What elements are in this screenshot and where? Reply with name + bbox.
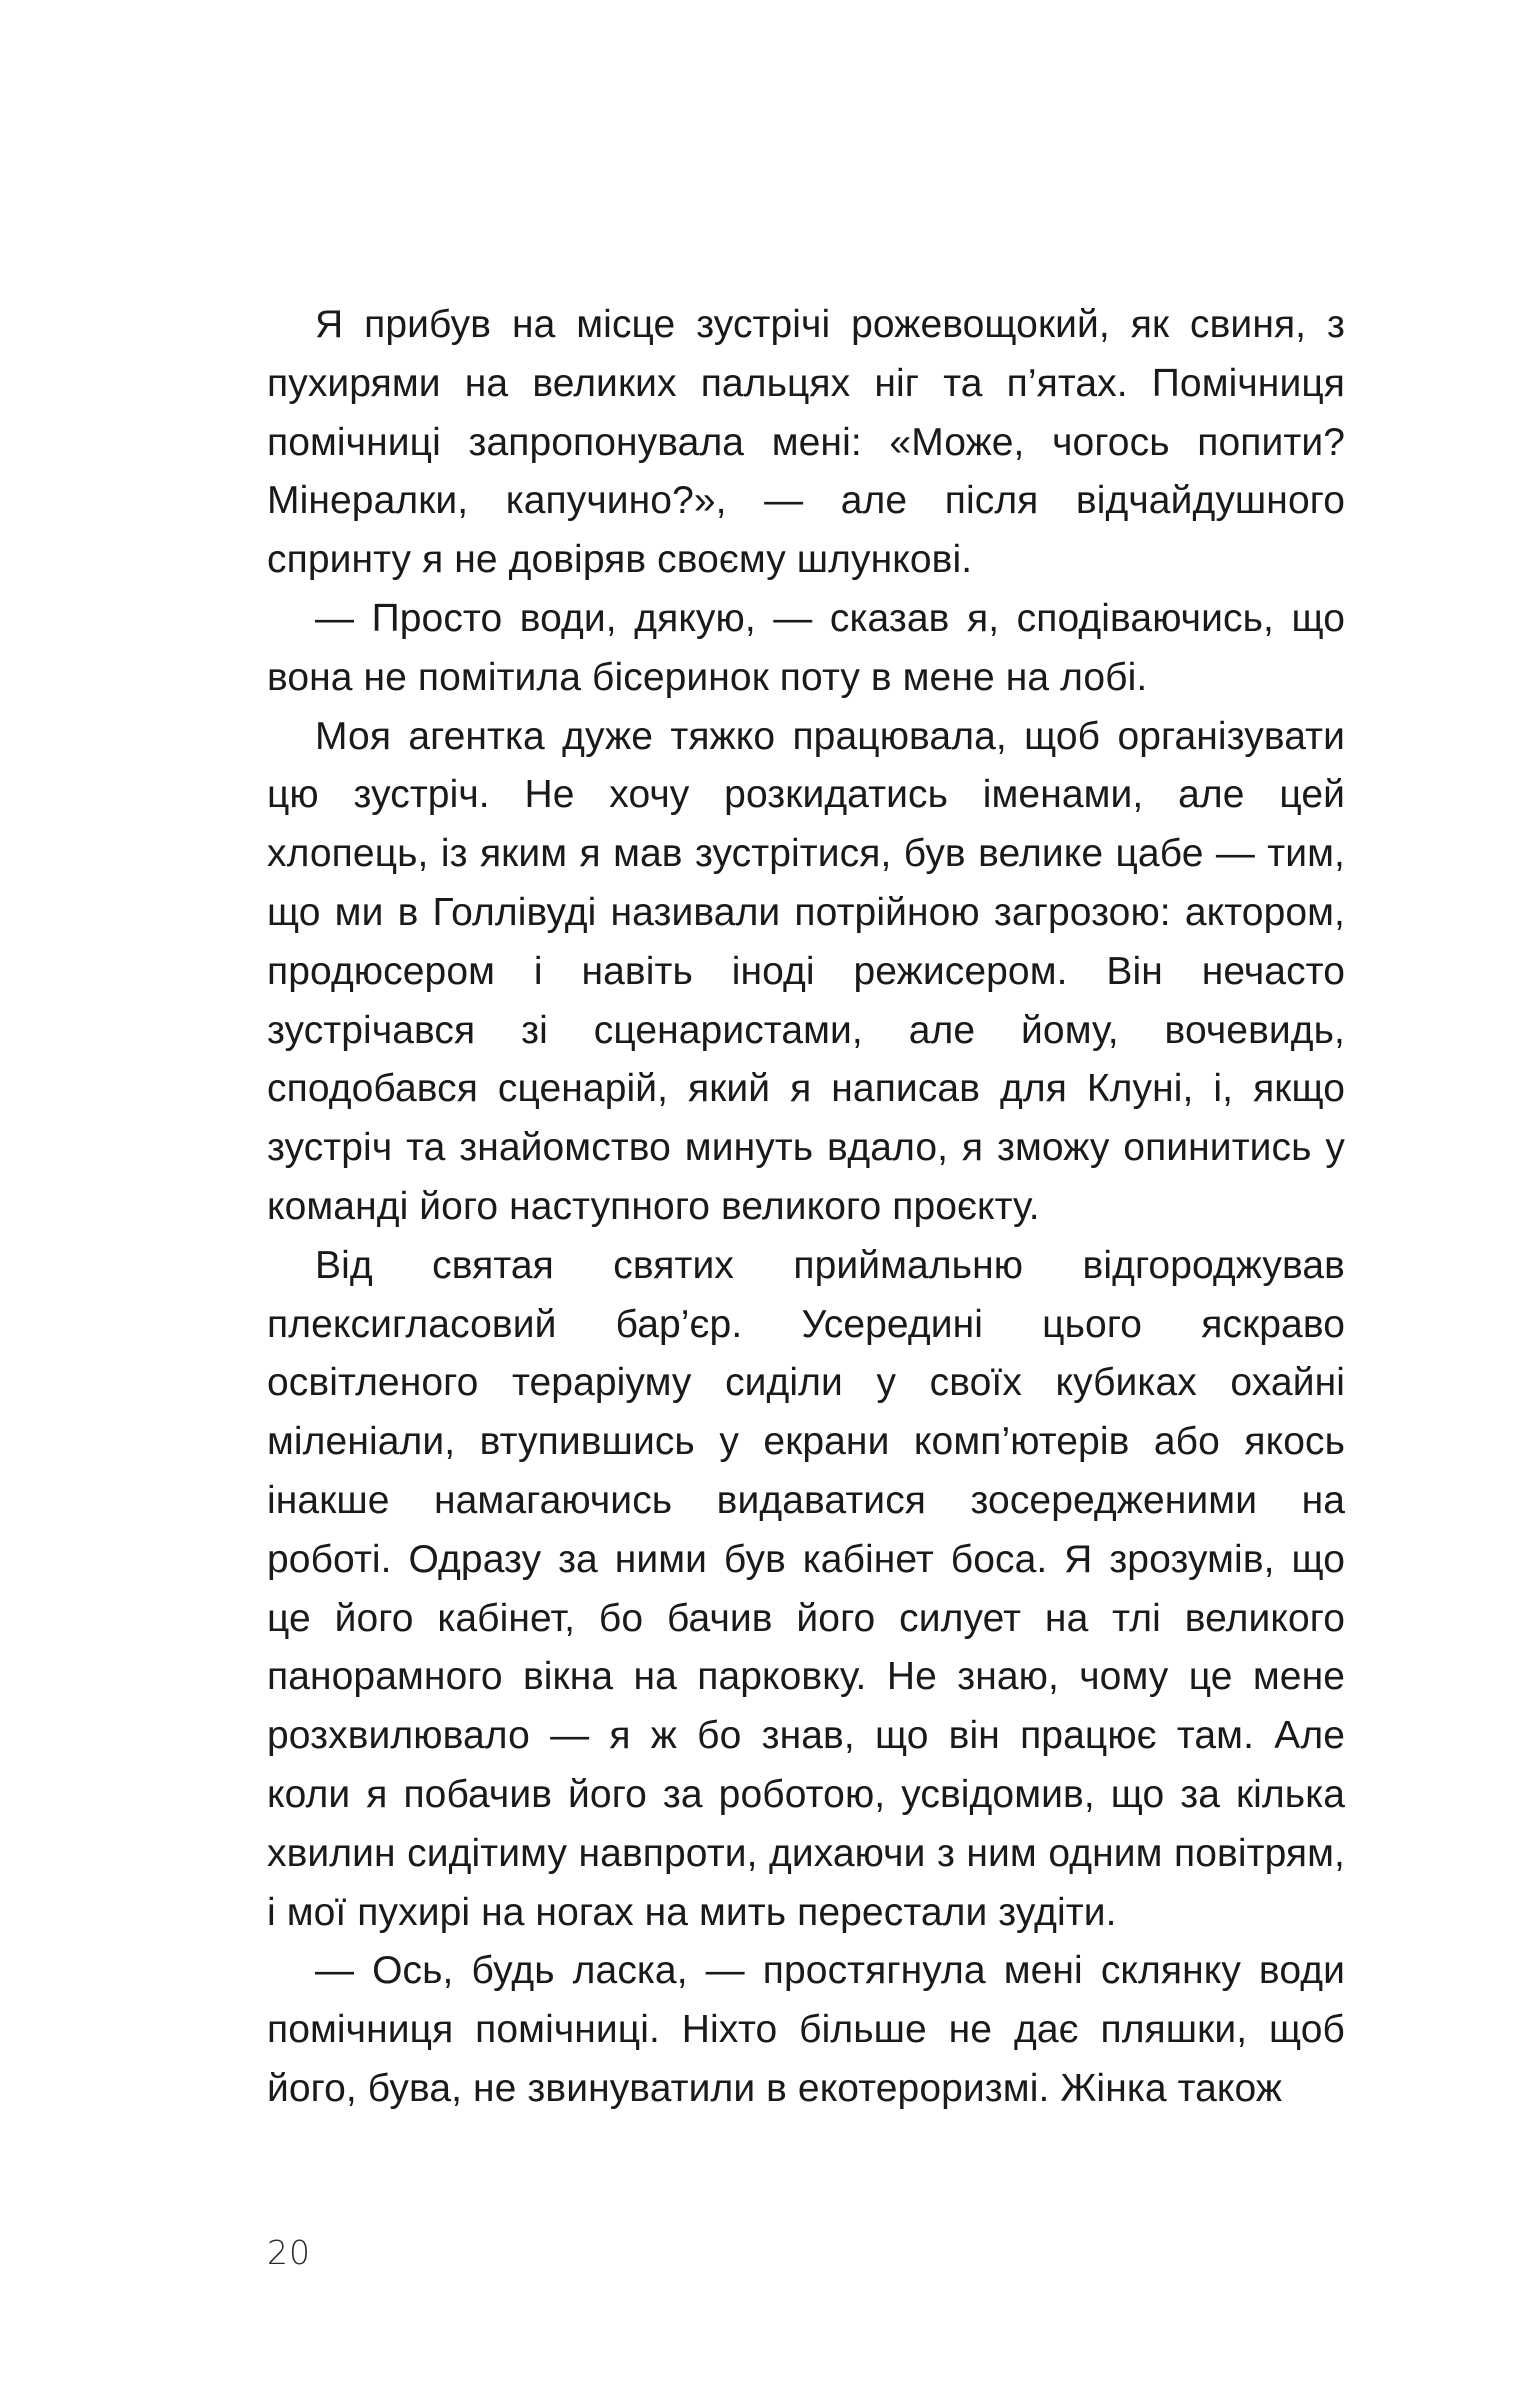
- body-text: [267, 296, 1345, 2119]
- paragraph: Я прибув на місце зустрічі рожевощокий, як свиня, з пухирями на великих пальцях ніг та п’ятах. Помічниця помічниці запропонувала мені: «Може, чогось попити? Мінералки, капучино?», — але після відчайдушного спринту я не довіряв своєму шлункові.: [267, 303, 1345, 582]
- paragraph: — Просто води, дякую, — сказав я, сподіваючись, що вона не помітила бісеринок поту в мене на лобі.: [267, 596, 1345, 699]
- paragraph: Від святая святих приймальню відгороджував плексигласовий бар’єр. Усередині цього яскраво освітленого тераріуму сиділи у своїх кубиках охайні мілeніали, втупившись у екрани комп’ютерів або якось інакше намагаючись видаватися зосередженими на роботі. Одразу за ними був кабінет боса. Я зрозумів, що це його кабінет, бо бачив його силует на тлі великого панорамного вікна на парковку. Не знаю, чому це мене розхвилювало — я ж бо знав, що він працює там. Але коли я побачив його за роботою, усвідомив, що за кілька хвилин сидітиму навпроти, дихаючи з ним одним повітрям, і мої пухирі на ногах на мить перестали зудіти.: [267, 1243, 1345, 1934]
- paragraph: — Ось, будь ласка, — простягнула мені склянку води помічниця помічниці. Ніхто більше не дає пляшки, щоб його, бува, не звинуватили в екотероризмі. Жінка також: [267, 1949, 1345, 2110]
- paragraph: Моя агентка дуже тяжко працювала, щоб організувати цю зустріч. Не хочу розкидатись іменами, але цей хлопець, із яким я мав зустрітися, був велике цабе — тим, що ми в Голлівуді називали потрійною загрозою: актором, продюсером і навіть іноді режисером. Він нечасто зустрічався зі сценаристами, але йому, вочевидь, сподобався сценарій, який я написав для Клуні, і, якщо зустріч та знайомство минуть вдало, я зможу опинитись у команді його наступного великого проєкту.: [267, 714, 1345, 1228]
- page-number: 20: [267, 2233, 311, 2272]
